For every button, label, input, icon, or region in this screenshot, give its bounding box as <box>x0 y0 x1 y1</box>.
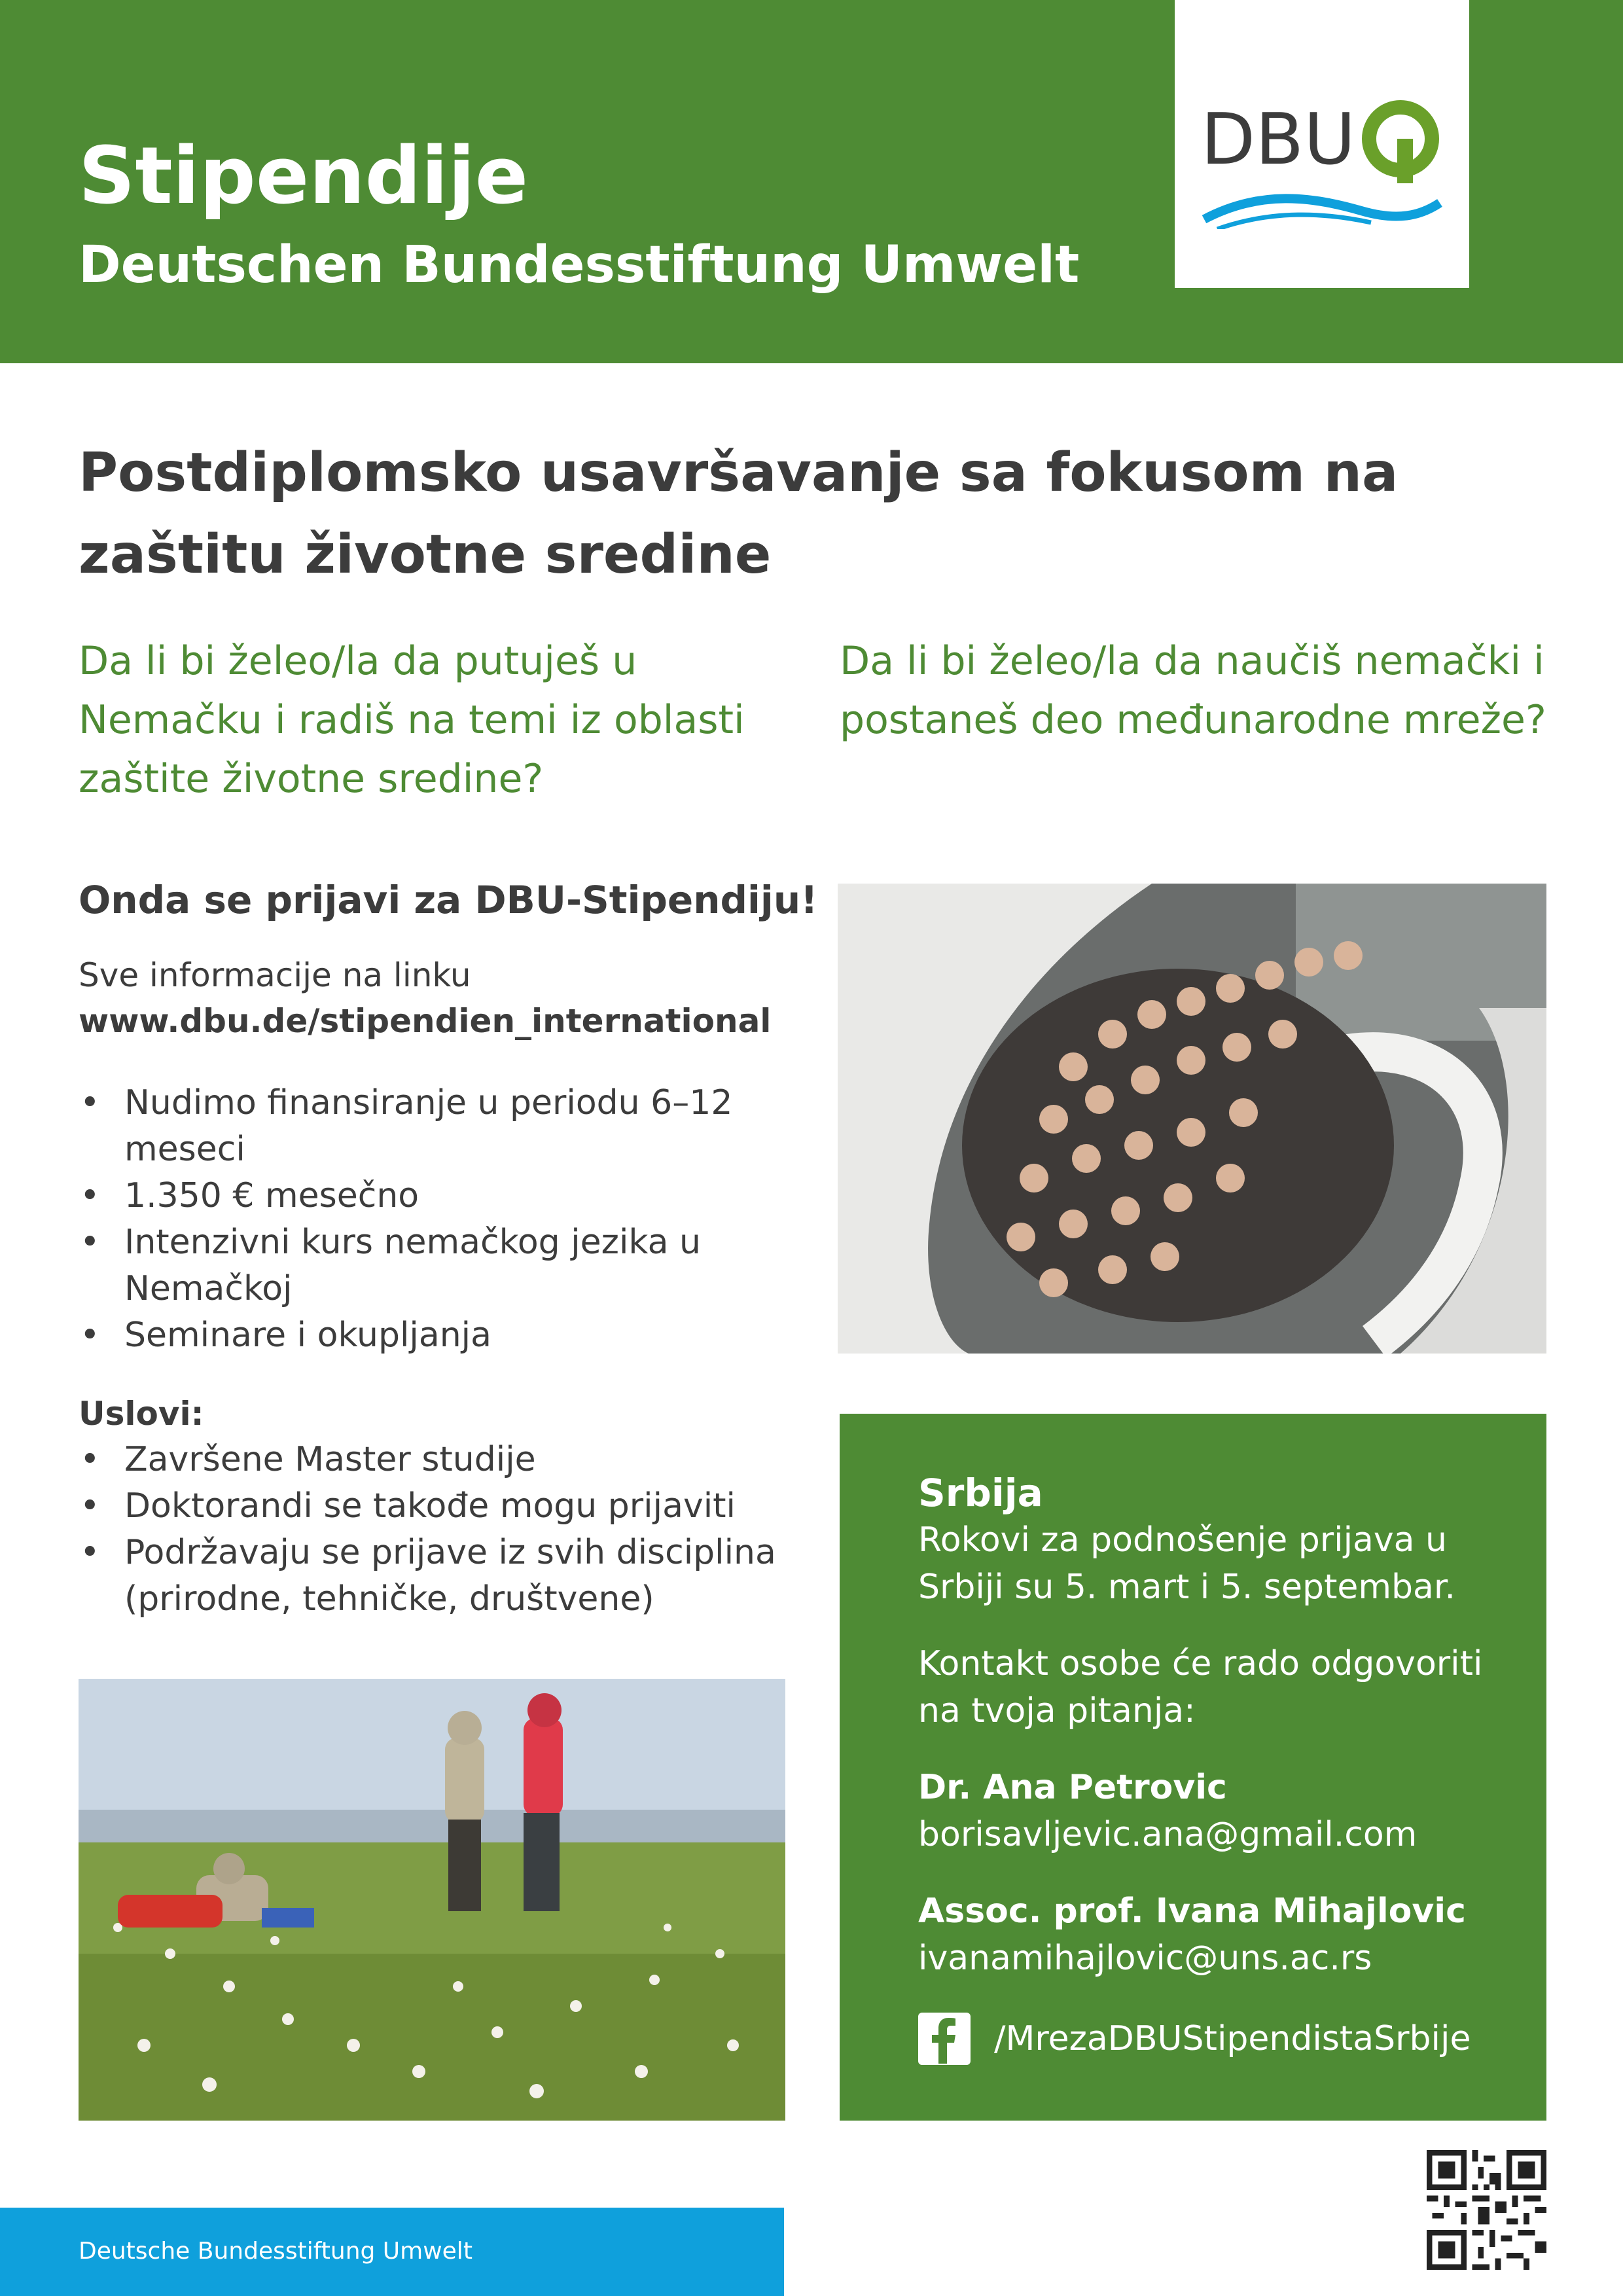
list-item: • 1.350 € mesečno <box>79 1173 818 1219</box>
page-subtitle: Deutschen Bundesstiftung Umwelt <box>79 236 1080 295</box>
question-left: Da li bi želeo/la da putuješ u Nemačku i radiš na temi iz oblasti zaštite životne sredine? <box>79 638 745 802</box>
call-to-action: Onda se prijavi za DBU-Stipendiju! <box>79 878 818 922</box>
deadline-line-1: Rokovi za podnošenje prijava u <box>918 1520 1448 1560</box>
page-title: Stipendije <box>79 131 529 222</box>
info-intro: Sve informacije na linku <box>79 956 471 994</box>
question-right: Da li bi želeo/la da naučiš nemački i postaneš deo međunarodne mreže? <box>840 638 1546 743</box>
qr-code[interactable] <box>1427 2150 1546 2270</box>
contact-person-1-name: Dr. Ana Petrovic <box>918 1768 1227 1807</box>
country-title: Srbija <box>918 1471 1043 1515</box>
conditions-list <box>79 1437 818 1623</box>
list-item: • Podržavaju se prijave iz svih disciplina (prirodne, tehničke, društvene) <box>79 1530 818 1623</box>
offer-list <box>79 1080 818 1359</box>
footer-text: Deutsche Bundesstiftung Umwelt <box>79 2238 473 2265</box>
field-photo <box>79 1679 785 2121</box>
group-photo <box>838 884 1546 1354</box>
main-heading: Postdiplomsko usavršavanje sa fokusom na zaštitu životne sredine <box>79 442 1399 586</box>
facebook-icon[interactable] <box>918 2013 971 2065</box>
logo-text: DBU <box>1201 99 1356 181</box>
contact-person-1-email[interactable]: borisavljevic.ana@gmail.com <box>918 1815 1418 1854</box>
list-item: • Nudimo finansiranje u periodu 6–12 meseci <box>79 1080 818 1173</box>
deadline-line-2: Srbiji su 5. mart i 5. septembar. <box>918 1568 1456 1607</box>
list-item: • Intenzivni kurs nemačkog jezika u Nemačkoj <box>79 1219 818 1312</box>
list-item: • Seminare i okupljanja <box>79 1312 818 1359</box>
contact-intro-line-1: Kontakt osobe će rado odgovoriti <box>918 1644 1483 1683</box>
dbu-logo-graphic <box>1201 98 1443 229</box>
info-link[interactable]: www.dbu.de/stipendien_international <box>79 1002 772 1040</box>
dbu-logo <box>1175 0 1469 288</box>
contact-intro-line-2: na tvoja pitanja: <box>918 1691 1196 1731</box>
list-item: • Završene Master studije <box>79 1437 818 1483</box>
contact-person-2-name: Assoc. prof. Ivana Mihajlovic <box>918 1892 1466 1931</box>
facebook-handle[interactable]: /MrezaDBUStipendistaSrbije <box>994 2019 1471 2058</box>
conditions-title: Uslovi: <box>79 1395 204 1433</box>
contact-person-2-email[interactable]: ivanamihajlovic@uns.ac.rs <box>918 1939 1372 1978</box>
list-item: • Doktorandi se takođe mogu prijaviti <box>79 1483 818 1530</box>
